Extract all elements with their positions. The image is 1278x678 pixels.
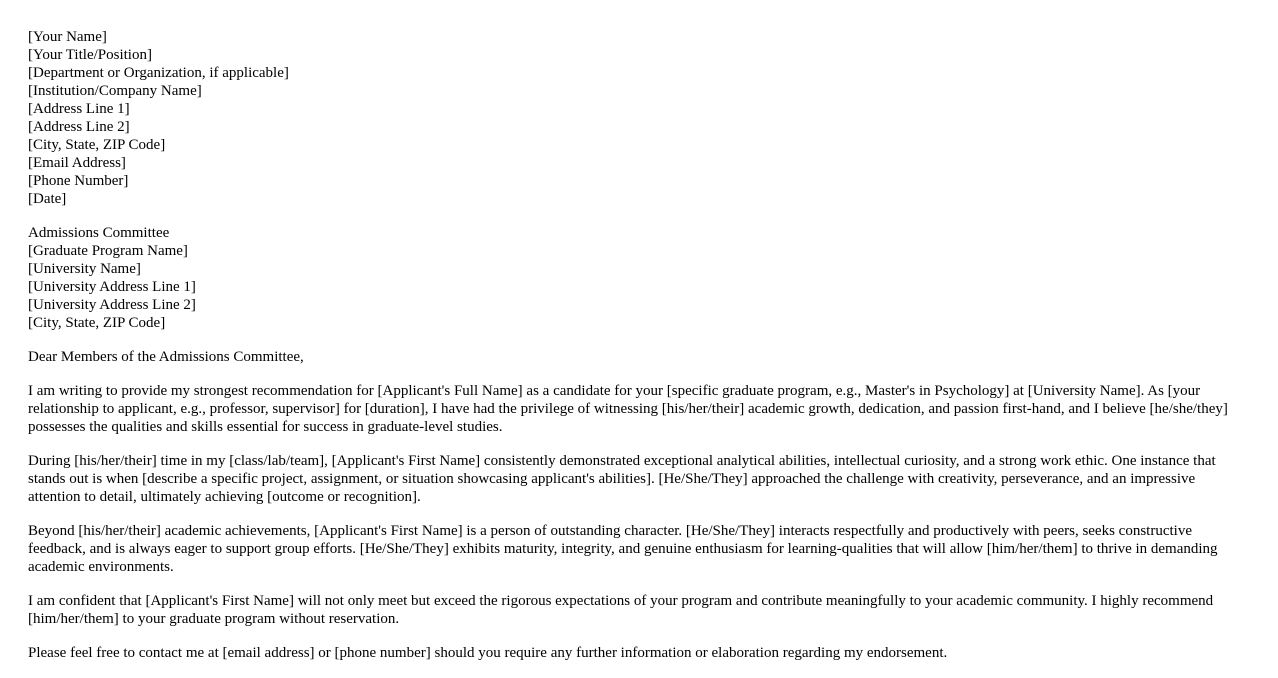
sender-address-line-1: [Address Line 1] — [28, 101, 130, 117]
recipient-address-line-2: [University Address Line 2] — [28, 297, 196, 313]
body-paragraph-contact: Please feel free to contact me at [email address] or [phone number] should you require any further information or elaboration regarding my endorsement. — [28, 645, 948, 661]
recipient-address-block — [28, 224, 1250, 332]
sender-city-state-zip: [City, State, ZIP Code] — [28, 137, 166, 153]
recipient-university: [University Name] — [28, 261, 141, 277]
salutation: Dear Members of the Admissions Committee, — [28, 349, 304, 365]
sender-address-block — [28, 28, 1250, 208]
body-paragraph-recommendation: I am confident that [Applicant's First Name] will not only meet but exceed the rigorous expectations of your program and contribute meaningfully to your academic community. I highly recommend [him/her/them] to your graduate program without reservation. — [28, 593, 1214, 627]
recipient-address-line-1: [University Address Line 1] — [28, 279, 196, 295]
body-paragraph-character: Beyond [his/her/their] academic achievements, [Applicant's First Name] is a person of outstanding character. [He/She/They] interacts respectfully and productively with peers, seeks constructive feedback, and is always eager to support group efforts. [He/She/They] exhibits maturity, integrity, and genuine enthusiasm for learning-qualities that will allow [him/her/them] to thrive in demanding academic environments. — [28, 523, 1218, 575]
recipient-program: [Graduate Program Name] — [28, 243, 188, 259]
sender-title: [Your Title/Position] — [28, 47, 152, 63]
sender-name: [Your Name] — [28, 29, 107, 45]
recommendation-letter — [28, 28, 1250, 678]
sender-email: [Email Address] — [28, 155, 126, 171]
sender-address-line-2: [Address Line 2] — [28, 119, 130, 135]
recipient-city-state-zip: [City, State, ZIP Code] — [28, 315, 166, 331]
letter-date: [Date] — [28, 191, 67, 207]
sender-phone: [Phone Number] — [28, 173, 129, 189]
body-paragraph-performance: During [his/her/their] time in my [class/lab/team], [Applicant's First Name] consistently demonstrated exceptional analytical abilities, intellectual curiosity, and a strong work ethic. One instance that stands out is when [describe a specific project, assignment, or situation showcasing applicant's abilities]. [He/She/They] approached the challenge with creativity, perseverance, and an impressive attention to detail, ultimately achieving [outcome or recognition]. — [28, 453, 1216, 505]
sender-institution: [Institution/Company Name] — [28, 83, 202, 99]
body-paragraph-introduction: I am writing to provide my strongest recommendation for [Applicant's Full Name] as a candidate for your [specific graduate program, e.g., Master's in Psychology] at [University Name]. As [your relationship to applicant, e.g., professor, supervisor] for [duration], I have had the privilege of witnessing [his/her/their] academic growth, dedication, and passion first-hand, and I believe [he/she/they] possesses the qualities and skills essential for success in graduate-level studies. — [28, 383, 1228, 435]
sender-department: [Department or Organization, if applicable] — [28, 65, 289, 81]
recipient-committee: Admissions Committee — [28, 225, 170, 241]
